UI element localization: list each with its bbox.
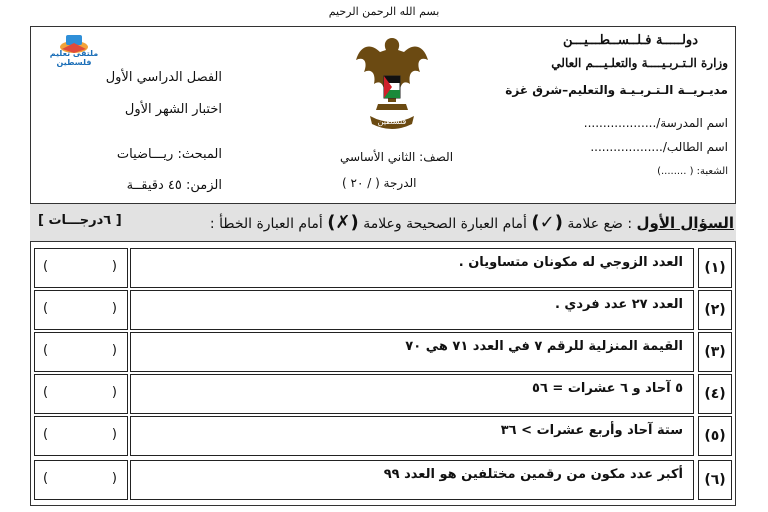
item-number: (٤)	[704, 386, 726, 402]
item-number-cell	[698, 332, 732, 372]
paren-open: )	[111, 301, 117, 316]
statement-text: العدد ٢٧ عدد فردي .	[554, 297, 683, 312]
emblem-text: فلسطين	[377, 117, 407, 126]
ministry-name: وزارة الـتـربـيــــة والتعلـيـــم العالي	[551, 56, 728, 70]
grade-class-label: الصف: الثاني الأساسي	[340, 150, 454, 164]
item-number-cell	[698, 290, 732, 330]
answer-cell[interactable]	[34, 332, 128, 372]
question-row	[34, 248, 732, 288]
statement-cell	[130, 332, 694, 372]
paren-open: )	[111, 343, 117, 358]
basmala: بسم الله الرحمن الرحيم	[328, 5, 440, 18]
student-name-field: اسم الطالب/...................	[590, 140, 728, 154]
statement-cell	[130, 374, 694, 414]
answer-cell[interactable]	[34, 248, 128, 288]
answer-cell[interactable]	[34, 374, 128, 414]
question-row	[34, 290, 732, 330]
answer-cell[interactable]	[34, 460, 128, 500]
item-number: (٥)	[704, 428, 726, 444]
exam-label: اختبار الشهر الأول	[124, 102, 222, 117]
check-mark-icon: (✓)	[531, 212, 563, 233]
statement-cell	[130, 416, 694, 456]
paren-open: )	[111, 427, 117, 442]
instruction-a: : ضع علامة	[567, 216, 633, 232]
item-number: (٣)	[704, 344, 726, 360]
item-number: (٢)	[704, 302, 726, 318]
score-label: الدرجة ( / ٢٠ )	[342, 176, 417, 190]
instruction-b: أمام العبارة الصحيحة وعلامة	[363, 216, 527, 232]
paren-open: )	[111, 385, 117, 400]
question-title: السؤال الأول	[636, 214, 734, 232]
subject-label: المبحث: ريـــاضيات	[116, 147, 222, 162]
statement-text: العدد الزوجي له مكونان متساويان .	[458, 255, 683, 270]
question-heading	[210, 212, 734, 233]
statement-text: القيمة المنزلية للرقم ٧ في العدد ٧١ هي ٧٠	[405, 339, 683, 354]
paren-close: (	[43, 343, 49, 358]
paren-close: (	[43, 385, 49, 400]
paren-close: (	[43, 301, 49, 316]
answer-cell[interactable]	[34, 290, 128, 330]
statement-cell	[130, 290, 694, 330]
paren-close: (	[43, 259, 49, 274]
statement-cell	[130, 460, 694, 500]
palestine-eagle-emblem-icon	[352, 32, 432, 140]
item-number: (١)	[704, 260, 726, 276]
statement-cell	[130, 248, 694, 288]
answer-cell[interactable]	[34, 416, 128, 456]
item-number-cell	[698, 374, 732, 414]
question-row	[34, 460, 732, 500]
section-field: الشعبة: ( ........)	[657, 166, 728, 177]
directorate-name: مديـريــة الـتـربـيـة والتعليم–شرق غزة	[505, 83, 728, 97]
term-label: الفصل الدراسي الأول	[105, 70, 222, 85]
question-row	[34, 416, 732, 456]
x-mark-icon: (✗)	[327, 212, 359, 233]
time-label: الزمن: ٤٥ دقيقــة	[126, 178, 222, 193]
instruction-c: أمام العبارة الخطأ :	[209, 216, 323, 232]
question-row	[34, 374, 732, 414]
question-marks: [ ٦درجـــات ]	[38, 213, 122, 228]
item-number: (٦)	[704, 472, 726, 488]
paren-open: )	[111, 471, 117, 486]
statement-text: ٥ آحاد و ٦ عشرات = ٥٦	[532, 381, 683, 396]
question-row	[34, 332, 732, 372]
school-name-field: اسم المدرسة/...................	[583, 116, 728, 130]
item-number-cell	[698, 416, 732, 456]
paren-open: )	[111, 259, 117, 274]
logo-text: ملتقى تعليم فلسطين	[49, 49, 99, 67]
paren-close: (	[43, 471, 49, 486]
statement-text: أكبر عدد مكون من رقمين مختلفين هو العدد ٩٩	[383, 467, 683, 482]
statement-text: ستة آحاد وأربع عشرات > ٣٦	[500, 423, 683, 438]
item-number-cell	[698, 460, 732, 500]
item-number-cell	[698, 248, 732, 288]
paren-close: (	[43, 427, 49, 442]
state-name: دولـــــة فـلــســطـــيـــن	[562, 33, 698, 48]
